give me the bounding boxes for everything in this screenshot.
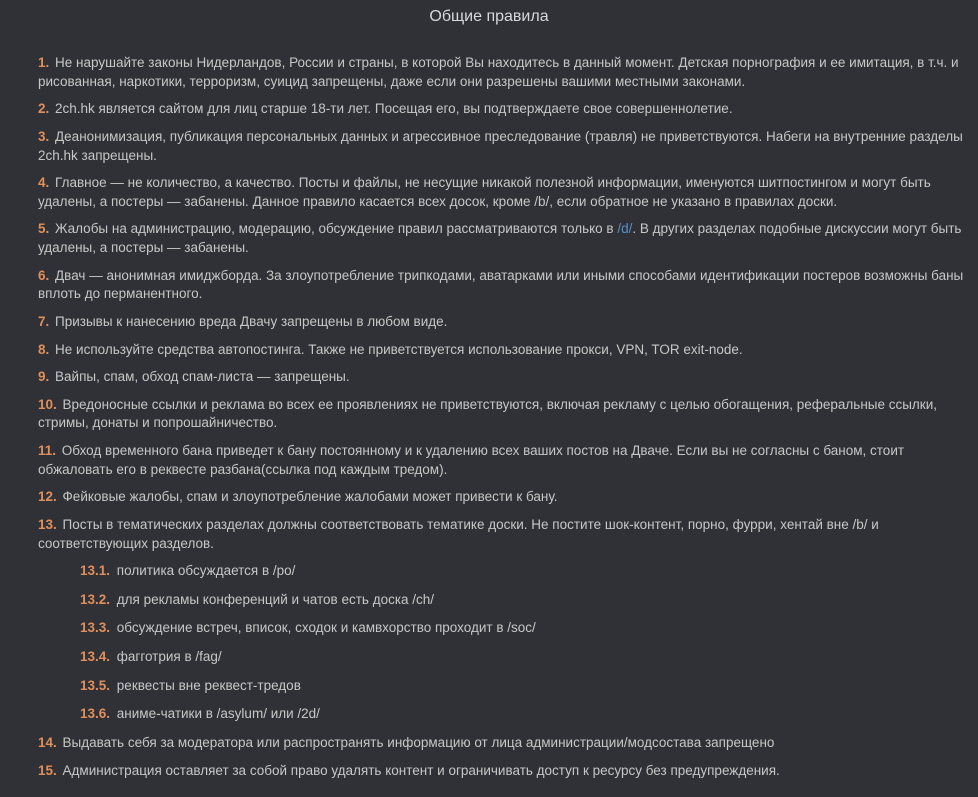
rule-number: 15. [38,762,57,778]
rule-text: Выдавать себя за модератора или распространять информацию от лица администрации/модсостава запрещено [62,734,775,750]
rule-number: 12. [38,489,57,505]
rule-item [38,128,968,165]
rule-item [38,396,968,433]
subrule-item [38,619,968,638]
rule-text: Вайпы, спам, обход спам-листа — запрещены. [55,369,350,385]
rule-number: 8. [38,341,50,357]
rule-text: Не используйте средства автопостинга. Также не приветствуется использование прокси, VPN, TOR exit-node. [55,341,743,357]
rule-text: Фейковые жалобы, спам и злоупотребление жалобами может привести к бану. [62,489,558,505]
rule-item [38,54,968,91]
subrule-number: 13.2. [80,591,111,607]
rule-text: Призывы к нанесению вреда Двачу запрещены в любом виде. [55,313,448,329]
rule-number: 7. [38,313,50,329]
subrule-number: 13.4. [80,649,111,665]
rule-number: 6. [38,267,50,283]
rule-number: 2. [38,101,50,117]
subrule-text: обсуждение встреч, вписок, сходок и камвхорство проходит в /soc/ [116,620,536,636]
rule-number: 13. [38,516,57,532]
rules-main-section [38,54,968,553]
rule-text: Главное — не количество, а качество. Посты и файлы, не несущие никакой полезной информации, именуются шитпостингом и могут быть удалены, а постеры — забанены. Данное правило касается всех досок, кроме /b/, если обратное не указано в правилах доски. [38,175,931,209]
rule-number: 1. [38,55,50,71]
rule-number: 9. [38,369,50,385]
rule-item [38,734,968,753]
rule-item [38,220,968,257]
subrule-text: фагготрия в /fag/ [116,649,222,665]
rule-number: 5. [38,221,50,237]
rule-item [38,313,968,332]
rule-number: 3. [38,128,50,144]
subrule-item [38,562,968,581]
rule-text: Деанонимизация, публикация персональных данных и агрессивное преследование (травля) не приветствуются. Набеги на внутренние разделы 2ch.hk запрещены. [38,128,963,163]
subrule-text: политика обсуждается в /po/ [116,563,296,579]
rule-item [38,488,968,507]
subrule-item [38,705,968,724]
subrule-item [38,677,968,696]
rule-text: Вредоносные ссылки и реклама во всех ее проявлениях не приветствуются, включая рекламу с целью обогащения, реферальные ссылки, стримы, донаты и попрошайничество. [38,396,938,431]
rule-number: 14. [38,734,57,750]
rule-item [38,341,968,360]
rule-text: Обход временного бана приведет к бану постоянному и к удалению всех ваших постов на Дваче. Если вы не согласны с баном, стоит обжаловать его в реквесте разбана(ссылка под каждым тредом). [38,443,905,477]
rule-item [38,368,968,387]
subrule-number: 13.6. [80,706,111,722]
rule-text: Жалобы на администрацию, модерацию, обсуждение правил рассматриваются только в [55,221,618,237]
subrule-text: аниме-чатики в /asylum/ или /2d/ [116,706,320,722]
rule-text: 2ch.hk является сайтом для лиц старше 18-ти лет. Посещая его, вы подтверждаете свое совершеннолетие. [55,101,733,117]
rules-tail-section [38,734,968,780]
subrule-text: реквесты вне реквест-тредов [116,677,301,693]
rule-text: Двач — анонимная имиджборда. За злоупотребление трипкодами, аватарками или иными способами идентификации постеров возможны баны вплоть до перманентного. [38,267,964,302]
rule-number: 11. [38,443,57,459]
rule-item [38,174,968,211]
subrule-text: для рекламы конференций и чатов есть доска /ch/ [116,591,435,607]
page-title: Общие правила [429,8,549,25]
rule-item [38,442,968,479]
rule-item [38,100,968,119]
rule-text: Посты в тематических разделах должны соответствовать тематике доски. Не постите шок-контент, порно, фурри, хентай вне /b/ и соответствующих разделов. [38,516,879,551]
subrule-item [38,648,968,667]
rule-number: 10. [38,396,57,412]
subrule-number: 13.5. [80,677,111,693]
rule-text: Администрация оставляет за собой право удалять контент и ограничивать доступ к ресурсу без предупреждения. [62,762,780,778]
rule-item [38,516,968,553]
rule-item [38,267,968,304]
rules-list [0,32,978,797]
subrule-number: 13.3. [80,620,111,636]
subrule-item [38,591,968,610]
subrule-number: 13.1. [80,563,111,579]
rules-sub-section [38,562,968,724]
rule-text: Не нарушайте законы Нидерландов, России и страны, в которой Вы находитесь в данный момент. Детская порнография и ее имитация, в т.ч. и рисованная, наркотики, терроризм, суицид запрещены, даже если они разрешены вашими местными законами. [38,55,959,89]
rule-text: . В других разделах подобные дискуссии могут быть удалены, а постеры — забанены. [38,221,962,256]
rule-item [38,762,968,781]
rule-number: 4. [38,175,50,191]
board-link[interactable]: /d/ [617,221,633,237]
